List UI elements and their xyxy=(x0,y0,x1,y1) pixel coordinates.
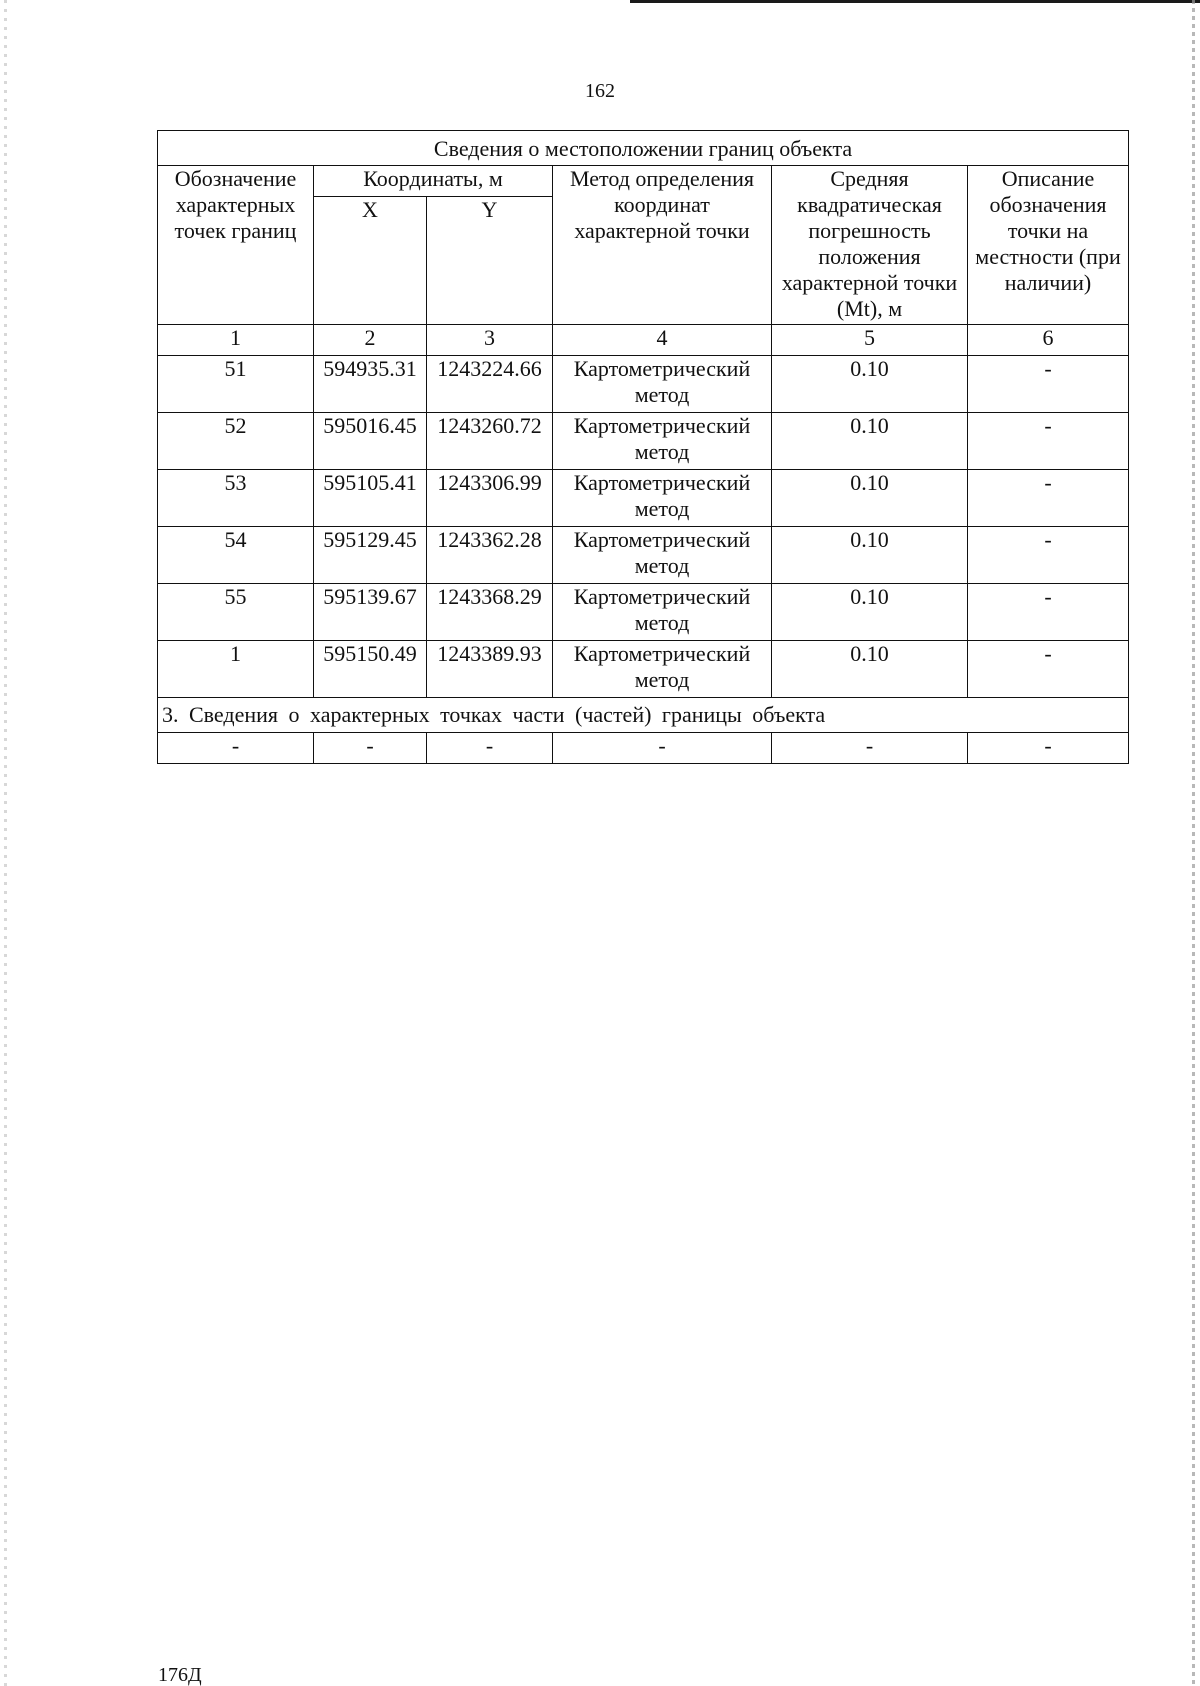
section-3-title: 3. Сведения о характерных точках части (частей) границы объекта xyxy=(158,698,1129,733)
cell-y: 1243362.28 xyxy=(427,527,553,584)
cell-description: - xyxy=(968,356,1129,413)
footer-document-code: 176Д xyxy=(158,1664,202,1686)
empty-cell: - xyxy=(158,733,314,764)
cell-description: - xyxy=(968,584,1129,641)
table-row xyxy=(158,641,1129,698)
scan-left-edge xyxy=(4,0,7,1686)
table-row xyxy=(158,584,1129,641)
cell-mt: 0.10 xyxy=(772,527,968,584)
empty-cell: - xyxy=(314,733,427,764)
table-row xyxy=(158,356,1129,413)
cell-method: Картометрический метод xyxy=(553,356,772,413)
cell-y: 1243224.66 xyxy=(427,356,553,413)
cell-description: - xyxy=(968,527,1129,584)
cell-method: Картометрический метод xyxy=(553,527,772,584)
column-number-row xyxy=(158,325,1129,356)
header-method: Метод определения координат характерной точки xyxy=(553,166,772,325)
column-number: 2 xyxy=(314,325,427,356)
cell-description: - xyxy=(968,413,1129,470)
header-x: X xyxy=(314,197,427,325)
cell-y: 1243260.72 xyxy=(427,413,553,470)
table-row xyxy=(158,733,1129,764)
cell-mt: 0.10 xyxy=(772,584,968,641)
empty-cell: - xyxy=(968,733,1129,764)
scan-top-rule xyxy=(630,0,1200,3)
column-number: 4 xyxy=(553,325,772,356)
cell-x: 595150.49 xyxy=(314,641,427,698)
column-number: 1 xyxy=(158,325,314,356)
header-coordinates: Координаты, м xyxy=(314,166,553,197)
cell-x: 594935.31 xyxy=(314,356,427,413)
cell-x: 595139.67 xyxy=(314,584,427,641)
table-row xyxy=(158,470,1129,527)
header-y: Y xyxy=(427,197,553,325)
cell-mt: 0.10 xyxy=(772,413,968,470)
scan-right-edge xyxy=(1192,0,1195,1686)
cell-point: 52 xyxy=(158,413,314,470)
header-point-designation: Обозначение характерных точек границ xyxy=(158,166,314,325)
cell-x: 595129.45 xyxy=(314,527,427,584)
cell-x: 595105.41 xyxy=(314,470,427,527)
cell-description: - xyxy=(968,470,1129,527)
table-row xyxy=(158,413,1129,470)
cell-y: 1243306.99 xyxy=(427,470,553,527)
empty-cell: - xyxy=(427,733,553,764)
cell-mt: 0.10 xyxy=(772,470,968,527)
cell-x: 595016.45 xyxy=(314,413,427,470)
cell-point: 55 xyxy=(158,584,314,641)
page-number: 162 xyxy=(585,80,615,102)
cell-method: Картометрический метод xyxy=(553,584,772,641)
cell-method: Картометрический метод xyxy=(553,470,772,527)
boundary-coordinates-table xyxy=(157,130,1129,764)
cell-point: 1 xyxy=(158,641,314,698)
cell-point: 53 xyxy=(158,470,314,527)
cell-mt: 0.10 xyxy=(772,641,968,698)
cell-y: 1243389.93 xyxy=(427,641,553,698)
table-title: Сведения о местоположении границ объекта xyxy=(158,131,1129,166)
table-row xyxy=(158,527,1129,584)
cell-point: 54 xyxy=(158,527,314,584)
cell-description: - xyxy=(968,641,1129,698)
cell-point: 51 xyxy=(158,356,314,413)
column-number: 6 xyxy=(968,325,1129,356)
empty-cell: - xyxy=(553,733,772,764)
empty-cell: - xyxy=(772,733,968,764)
column-number: 3 xyxy=(427,325,553,356)
header-mean-error: Средняя квадратическая погрешность положения характерной точки (Mt), м xyxy=(772,166,968,325)
cell-y: 1243368.29 xyxy=(427,584,553,641)
cell-method: Картометрический метод xyxy=(553,413,772,470)
header-description: Описание обозначения точки на местности (при наличии) xyxy=(968,166,1129,325)
cell-mt: 0.10 xyxy=(772,356,968,413)
column-number: 5 xyxy=(772,325,968,356)
cell-method: Картометрический метод xyxy=(553,641,772,698)
